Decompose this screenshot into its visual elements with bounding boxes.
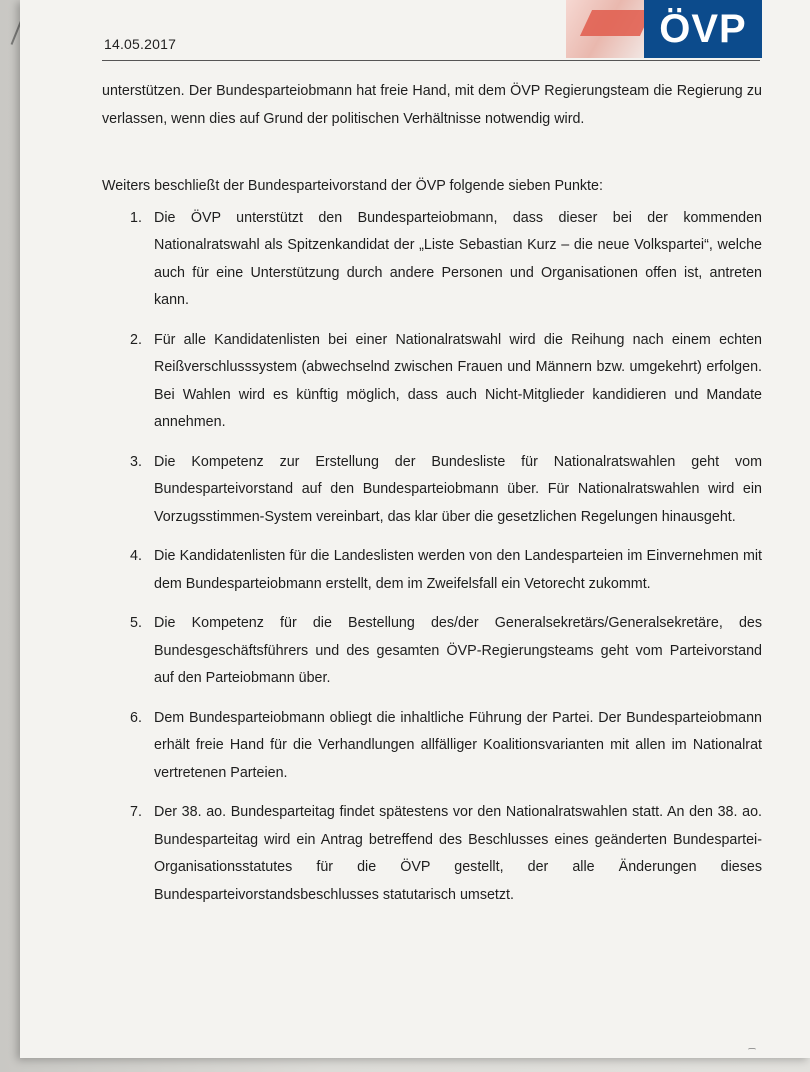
list-item [102, 449, 762, 532]
page-corner-mark [748, 1048, 756, 1052]
list-item [102, 610, 762, 693]
list-item-number: 2. [130, 331, 142, 348]
list-item-text: Dem Bundesparteiobmann obliegt die inhaltliche Führung der Partei. Der Bundesparteiobmann erhält freie Hand für die Verhandlungen allfälliger Koalitionsvarianten mit allen im Nationalrat vertretenen Parteien. [154, 709, 762, 781]
list-item-text: Die ÖVP unterstützt den Bundesparteiobmann, dass dieser bei der kommenden Nationalratswahl als Spitzenkandidat der „Liste Sebastian Kurz – die neue Volkspartei“, welche auch für eine Unterstützung durch andere Personen und Organisationen offen ist, antreten kann. [154, 209, 762, 308]
document-body [102, 78, 762, 921]
header-divider [102, 60, 760, 61]
list-item-text: Für alle Kandidatenlisten bei einer Nationalratswahl wird die Reihung nach einem echten Reißverschlusssystem (abwechselnd zwischen Frauen und Männern bzw. umgekehrt) erfolgen. Bei Wahlen wird es künftig möglich, dass auch Nicht-Mitglieder kandidieren und Mandate annehmen. [154, 331, 762, 430]
list-item [102, 205, 762, 315]
list-item-number: 3. [130, 453, 142, 470]
document-date: 14.05.2017 [104, 36, 177, 52]
logo-text: ÖVP [659, 6, 747, 51]
list-item-text: Die Kompetenz für die Bestellung des/der Generalsekretärs/Generalsekretäre, des Bundesgeschäftsführers und des gesamten ÖVP-Regierungsteams geht vom Parteivorstand auf den Parteiobmann über. [154, 615, 762, 686]
logo-box [644, 0, 762, 58]
list-item [102, 799, 762, 909]
list-item-number: 1. [130, 209, 142, 226]
list-item-text: Der 38. ao. Bundesparteitag findet spätestens vor den Nationalratswahlen statt. An den 38. ao. Bundesparteitag wird ein Antrag betreffend des Beschlusses eines geänderten Bundespartei-Organisationsstatutes für die ÖVP gestellt, der alle Änderungen dieses Bundesparteivorstandsbeschlusses statutarisch umsetzt. [154, 804, 762, 903]
list-item [102, 705, 762, 788]
list-item-number: 5. [130, 615, 142, 631]
intro-paragraph: unterstützen. Der Bundesparteiobmann hat freie Hand, mit dem ÖVP Regierungsteam die Regierung zu verlassen, wenn dies auf Grund der politischen Verhältnisse notwendig wird. [102, 83, 762, 127]
logo-accent-graphic [580, 10, 652, 36]
list-item [102, 327, 762, 437]
paragraph-gap [102, 133, 762, 173]
list-item-text: Die Kompetenz zur Erstellung der Bundesliste für Nationalratswahlen geht vom Bundesparteivorstand auf den Bundesparteiobmann über. Für Nationalratswahlen wird ein Vorzugsstimmen-System vereinbart, das klar über die gesetzlichen Regelungen hinausgeht. [154, 453, 762, 525]
party-logo [566, 0, 762, 58]
list-item-number: 4. [130, 548, 142, 564]
lead-paragraph: Weiters beschließt der Bundesparteivorstand der ÖVP folgende sieben Punkte: [102, 178, 603, 194]
points-list [102, 205, 762, 910]
list-item [102, 543, 762, 598]
list-item-number: 6. [130, 709, 142, 726]
list-item-number: 7. [130, 804, 142, 820]
list-item-text: Die Kandidatenlisten für die Landeslisten werden von den Landesparteien im Einvernehmen mit dem Bundesparteiobmann erstellt, dem im Zweifelsfall ein Vetorecht zukommt. [154, 548, 762, 592]
